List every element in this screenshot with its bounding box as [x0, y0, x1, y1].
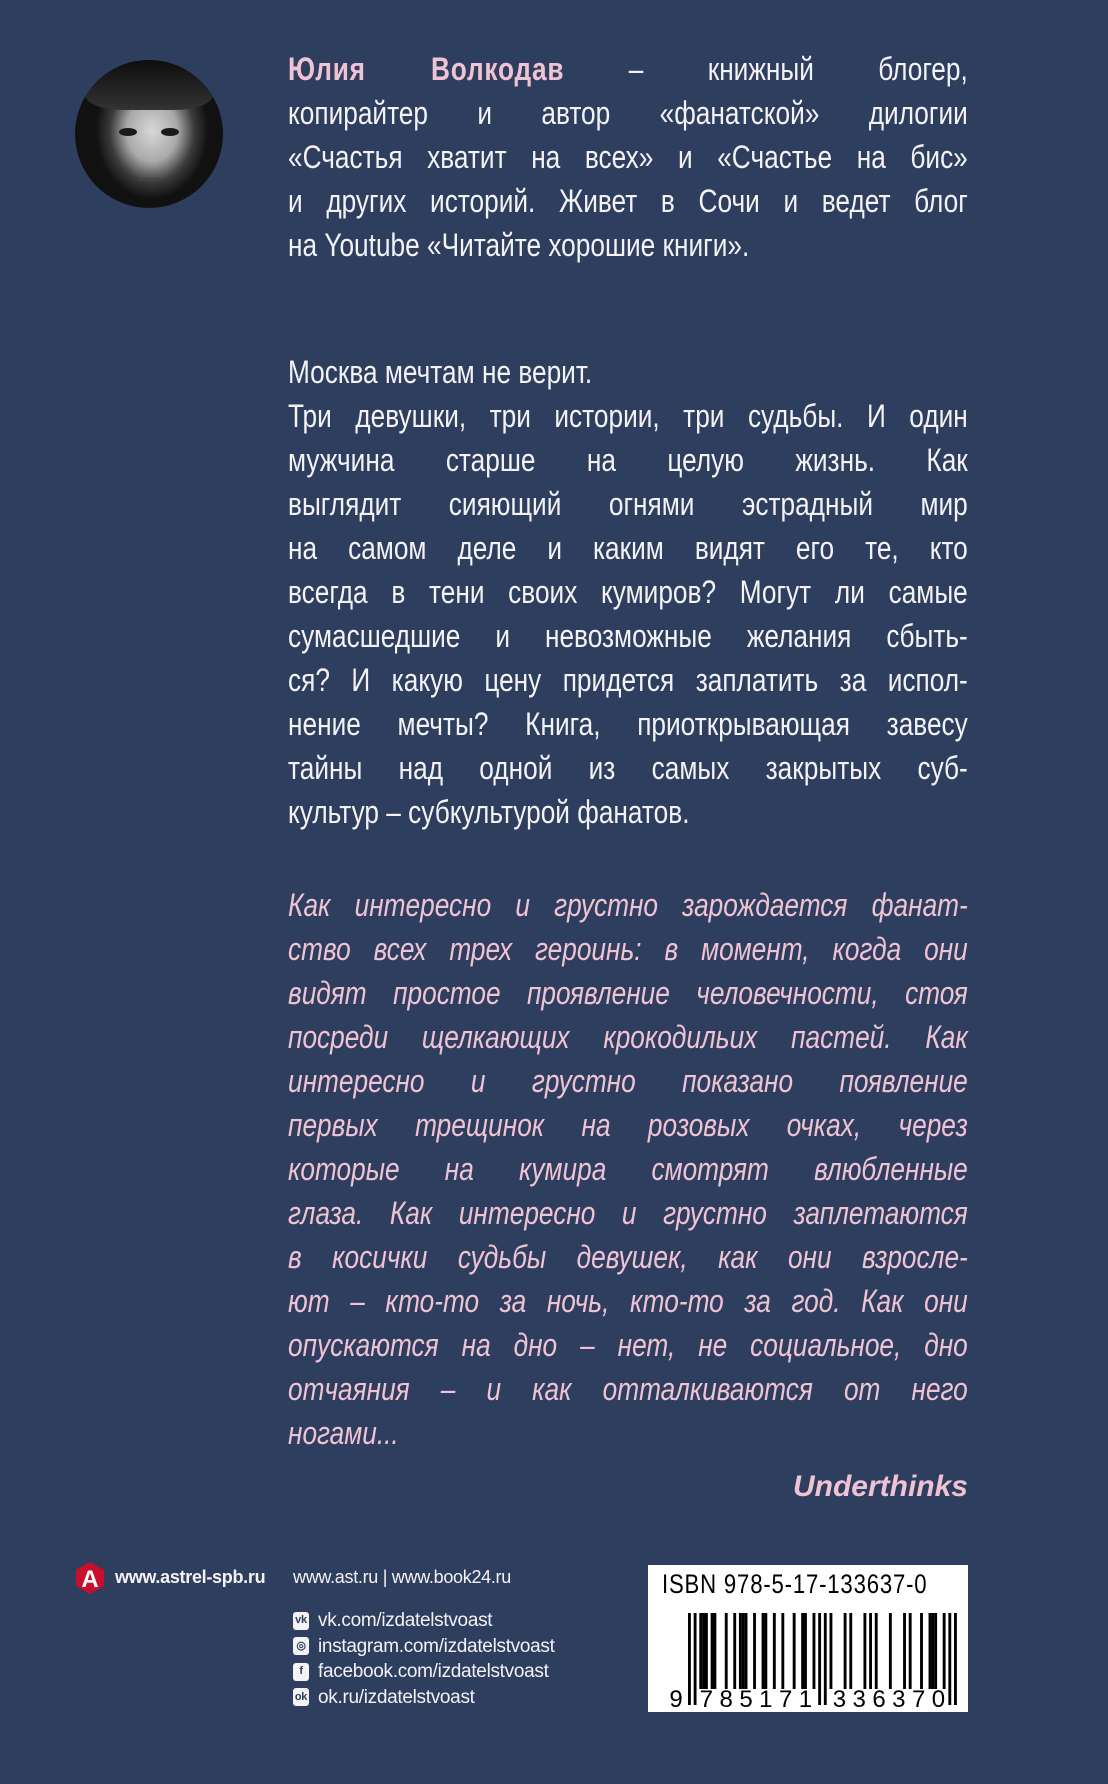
bio-text: – книжный блогер,: [564, 51, 968, 87]
barcode-bar: [739, 1613, 742, 1689]
author-bio: [288, 47, 968, 267]
barcode-digit: 7: [911, 1686, 926, 1712]
instagram-icon: ◎: [293, 1637, 309, 1655]
bio-line: «Счастья хватит на всех» и «Счастье на бис»: [288, 139, 968, 175]
barcode-bar: [909, 1613, 912, 1689]
barcode-bar: [830, 1613, 833, 1689]
annotation-line: сумасшедшие и невозможные желания сбыть-: [288, 618, 968, 654]
social-link[interactable]: [293, 1685, 555, 1711]
barcode-bar: [844, 1613, 847, 1689]
barcode-bar: [773, 1613, 776, 1689]
review-line: которые на кумира смотрят влюбленные: [288, 1151, 968, 1187]
barcode-bar: [745, 1613, 748, 1689]
review-line: опускаются на дно – нет, не социальное, дно: [288, 1327, 968, 1363]
review-line: глаза. Как интересно и грустно заплетаются: [288, 1195, 968, 1231]
barcode-bar: [711, 1613, 714, 1689]
barcode-digit: 8: [719, 1686, 733, 1712]
barcode-bar: [699, 1613, 702, 1689]
barcode-bar: [889, 1613, 892, 1689]
logo-letter: А: [81, 1566, 99, 1593]
annotation-line: на самом деле и каким видят его те, кто: [288, 530, 968, 566]
review-line: ство всех трех героинь: в момент, когда они: [288, 931, 968, 967]
barcode-bar: [954, 1613, 957, 1705]
barcode-bar: [762, 1613, 765, 1689]
author-name: Юлия Волкодав: [288, 51, 565, 87]
barcode-bar: [742, 1613, 745, 1689]
social-link[interactable]: [293, 1659, 555, 1685]
annotation-line: Три девушки, три истории, три судьбы. И один: [288, 398, 968, 434]
site-link-astrel[interactable]: www.astrel-spb.ru: [115, 1567, 266, 1587]
barcode-bar: [929, 1613, 932, 1689]
barcode-bar: [702, 1613, 705, 1689]
review-line: Как интересно и грустно зарождается фанат-: [288, 887, 968, 923]
annotation-line: нение мечты? Книга, приоткрывающая завесу: [288, 706, 968, 742]
bio-line: и других историй. Живет в Сочи и ведет блог: [288, 183, 968, 219]
barcode-bar: [849, 1613, 852, 1689]
facebook-icon: f: [293, 1663, 309, 1681]
barcode-digit: 7: [699, 1686, 714, 1712]
barcode-bar: [869, 1613, 872, 1689]
review-line: посреди щелкающих крокодильих пастей. Как: [288, 1019, 968, 1055]
review-signature: Underthinks: [792, 1470, 968, 1503]
social-link-label: instagram.com/izdatelstvoast: [318, 1635, 555, 1657]
annotation-line: ся? И какую цену придется заплатить за испол-: [288, 662, 968, 698]
barcode-bar: [943, 1613, 946, 1689]
review-line: отчаяния – и как отталкиваются от него: [288, 1371, 968, 1407]
review-quote: [288, 883, 968, 1455]
barcode-bar: [934, 1613, 937, 1689]
annotation-line: Москва мечтам не верит.: [288, 354, 593, 390]
barcode-bar: [793, 1613, 796, 1689]
barcode-bar: [920, 1613, 923, 1689]
barcode-bar: [694, 1613, 697, 1705]
annotation-line: культур – субкультурой фанатов.: [288, 794, 690, 830]
social-link-label: vk.com/izdatelstvoast: [318, 1610, 493, 1631]
odnoklassniki-icon: ok: [293, 1688, 309, 1706]
social-link[interactable]: [293, 1608, 555, 1634]
barcode-bar: [863, 1613, 866, 1689]
barcode-bar: [824, 1613, 827, 1705]
isbn-number: ISBN 978-5-17-133637-0: [662, 1569, 928, 1599]
isbn-barcode: [648, 1565, 968, 1712]
barcode-digit: 1: [759, 1686, 773, 1712]
bio-line: [288, 47, 968, 91]
author-photo: [75, 60, 223, 208]
barcode-bar: [705, 1613, 708, 1689]
barcode-bar: [725, 1613, 728, 1689]
review-line: видят простое проявление человечности, стоя: [288, 975, 968, 1011]
annotation-line: тайны над одной из самых закрытых суб-: [288, 750, 968, 786]
barcode-digit: 3: [892, 1686, 906, 1712]
barcode-digit: 0: [931, 1686, 946, 1712]
barcode-bar: [688, 1613, 691, 1705]
barcode-digit: 3: [852, 1686, 866, 1712]
bio-line: на Youtube «Читайте хорошие книги».: [288, 227, 750, 263]
social-link-label: facebook.com/izdatelstvoast: [318, 1661, 549, 1682]
barcode-bar: [931, 1613, 934, 1689]
annotation-line: мужчина старше на целую жизнь. Как: [288, 442, 968, 478]
barcode-digit: 1: [798, 1686, 813, 1712]
barcode-bar: [818, 1613, 821, 1705]
social-link-label: ok.ru/izdatelstvoast: [318, 1686, 475, 1708]
review-line: первых трещинок на розовых очках, через: [288, 1107, 968, 1143]
barcode-digit: 5: [739, 1686, 753, 1712]
social-links: [293, 1608, 555, 1710]
barcode-bar: [733, 1613, 736, 1689]
review-line: ют – кто-то за ночь, кто-то за год. Как они: [288, 1283, 968, 1319]
barcode-digit: 9: [669, 1686, 683, 1712]
barcode-bar: [764, 1613, 767, 1689]
barcode-digit: 3: [832, 1686, 847, 1712]
annotation-line: всегда в тени своих кумиров? Могут ли самые: [288, 574, 968, 610]
barcode-digit: 6: [872, 1686, 886, 1712]
vk-icon: vk: [293, 1612, 309, 1630]
barcode-bars: [648, 1565, 968, 1712]
bio-line: копирайтер и автор «фанатской» дилогии: [288, 95, 968, 131]
annotation-line: выглядит сияющий огнями эстрадный мир: [288, 486, 968, 522]
barcode-bar: [875, 1613, 878, 1689]
barcode-bar: [948, 1613, 951, 1705]
review-line: интересно и грустно показано появление: [288, 1063, 968, 1099]
review-line: в косички судьбы девушек, как они взросле-: [288, 1239, 968, 1275]
social-link[interactable]: [293, 1634, 555, 1660]
barcode-bar: [781, 1613, 784, 1689]
barcode-bar: [903, 1613, 906, 1689]
barcode-bar: [801, 1613, 804, 1689]
review-line: ногами...: [288, 1415, 399, 1451]
barcode-bar: [804, 1613, 807, 1689]
barcode-bar: [713, 1613, 716, 1689]
book-annotation: [288, 350, 968, 834]
barcode-bar: [753, 1613, 756, 1689]
barcode-digit: 7: [778, 1686, 793, 1712]
ast-logo-icon[interactable]: [74, 1561, 106, 1595]
barcode-bar: [813, 1613, 816, 1689]
site-links-ast-book24[interactable]: www.ast.ru | www.book24.ru: [293, 1567, 511, 1587]
